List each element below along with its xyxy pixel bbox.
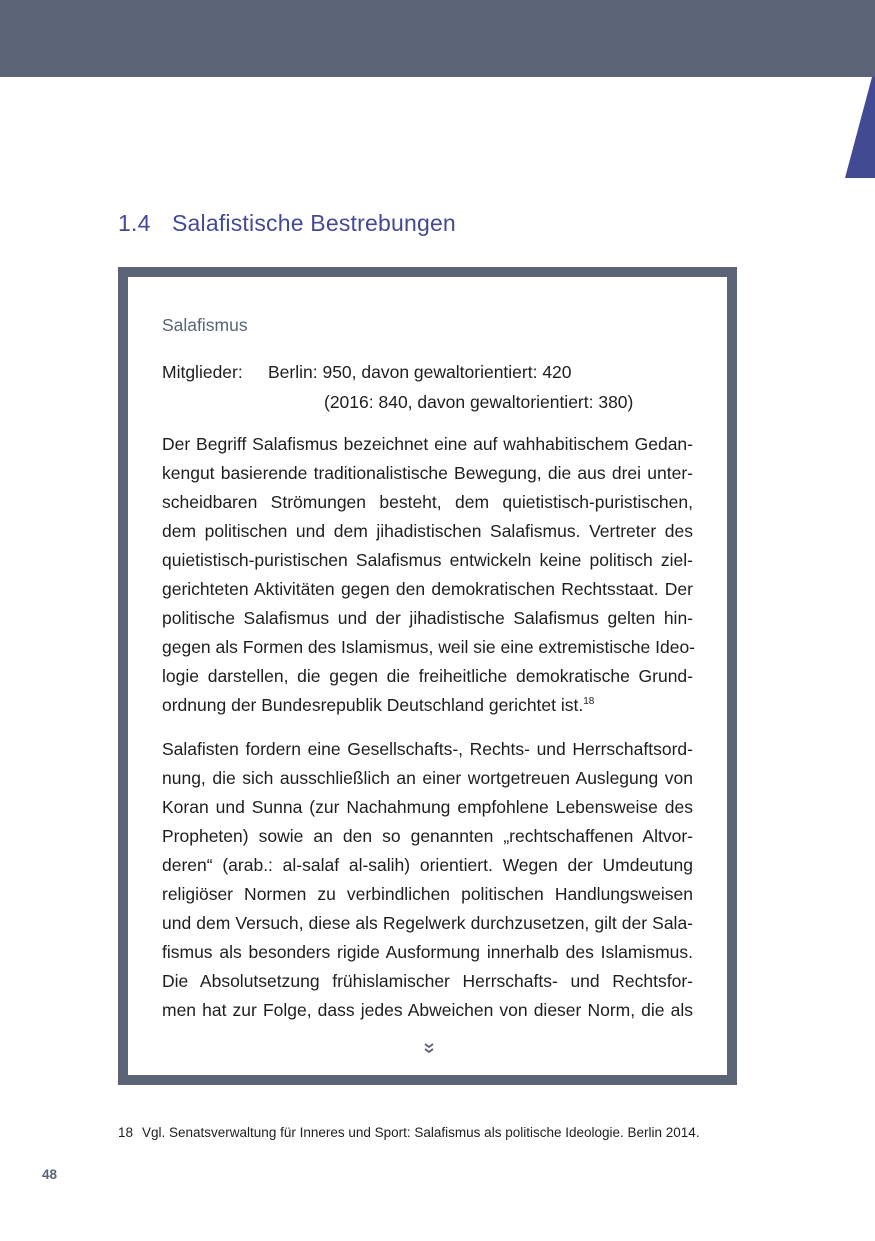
text-line: scheidbaren Strömungen besteht, dem quietistisch-puristischen, <box>162 492 693 512</box>
text-line: men hat zur Folge, dass jedes Abweichen von dieser Norm, die als <box>162 1000 693 1020</box>
members-current: Berlin: 950, davon gewaltorientiert: 420 <box>268 362 572 382</box>
section-heading <box>118 210 456 237</box>
text-line: Die Absolutsetzung frühislamischer Herrschafts- und Rechtsfor- <box>162 971 693 991</box>
header-bar <box>0 0 875 77</box>
text-line: Propheten) sowie an den so genannten „rechtschaffenen Altvor- <box>162 826 693 846</box>
members-previous: (2016: 840, davon gewaltorientiert: 380) <box>324 392 634 412</box>
text-line: politische Salafismus und der jihadistische Salafismus gelten hin- <box>162 608 693 628</box>
footnote <box>118 1125 700 1140</box>
footnote-text: Vgl. Senatsverwaltung für Inneres und Sport: Salafismus als politische Ideologie. Berlin 2014. <box>142 1125 700 1140</box>
text-line: Koran und Sunna (zur Nachahmung empfohlene Lebensweise des <box>162 797 693 817</box>
text-line: gegen als Formen des Islamismus, weil sie eine extremistische Ideo- <box>162 637 695 657</box>
text-line: Der Begriff Salafismus bezeichnet eine auf wahhabitischem Gedan- <box>162 434 693 454</box>
text-line: religiöser Normen zu verbindlichen politischen Handlungsweisen <box>162 884 693 904</box>
text-line: dem politischen und dem jihadistischen Salafismus. Vertreter des <box>162 521 693 541</box>
text-line: deren“ (arab.: al-salaf al-salih) orientiert. Wegen der Umdeutung <box>162 855 693 875</box>
text-line-content: ordnung der Bundesrepublik Deutschland gerichtet ist. <box>162 695 584 715</box>
text-line: quietistisch-puristischen Salafismus entwickeln keine politisch ziel- <box>162 550 693 570</box>
footnote-reference[interactable]: 18 <box>583 696 595 708</box>
section-number: 1.4 <box>118 210 151 236</box>
text-line: fismus als besonders rigide Ausformung innerhalb des Islamismus. <box>162 942 693 962</box>
info-box <box>118 267 737 1085</box>
text-line: und dem Versuch, diese als Regelwerk durchzusetzen, gilt der Sala- <box>162 913 693 933</box>
box-title: Salafismus <box>162 315 248 335</box>
text-line: kengut basierende traditionalistische Bewegung, die aus drei unter- <box>162 463 693 483</box>
text-line: Salafisten fordern eine Gesellschafts-, Rechts- und Herrschaftsord- <box>162 739 693 759</box>
double-chevron-down-icon[interactable] <box>421 1041 437 1055</box>
paragraph-1 <box>162 430 693 720</box>
footnote-number: 18 <box>118 1125 134 1140</box>
section-title: Salafistische Bestrebungen <box>172 210 456 236</box>
text-line: nung, die sich ausschließlich an einer wortgetreuen Auslegung von <box>162 768 693 788</box>
text-line: logie darstellen, die gegen die freiheitliche demokratische Grund- <box>162 666 693 686</box>
text-line <box>162 691 693 720</box>
members-info <box>162 357 633 417</box>
paragraph-2 <box>162 735 693 1025</box>
page-number: 48 <box>42 1167 58 1182</box>
text-line: gerichteten Aktivitäten gegen den demokratischen Rechtsstaat. Der <box>162 579 693 599</box>
members-label: Mitglieder: <box>162 362 243 382</box>
